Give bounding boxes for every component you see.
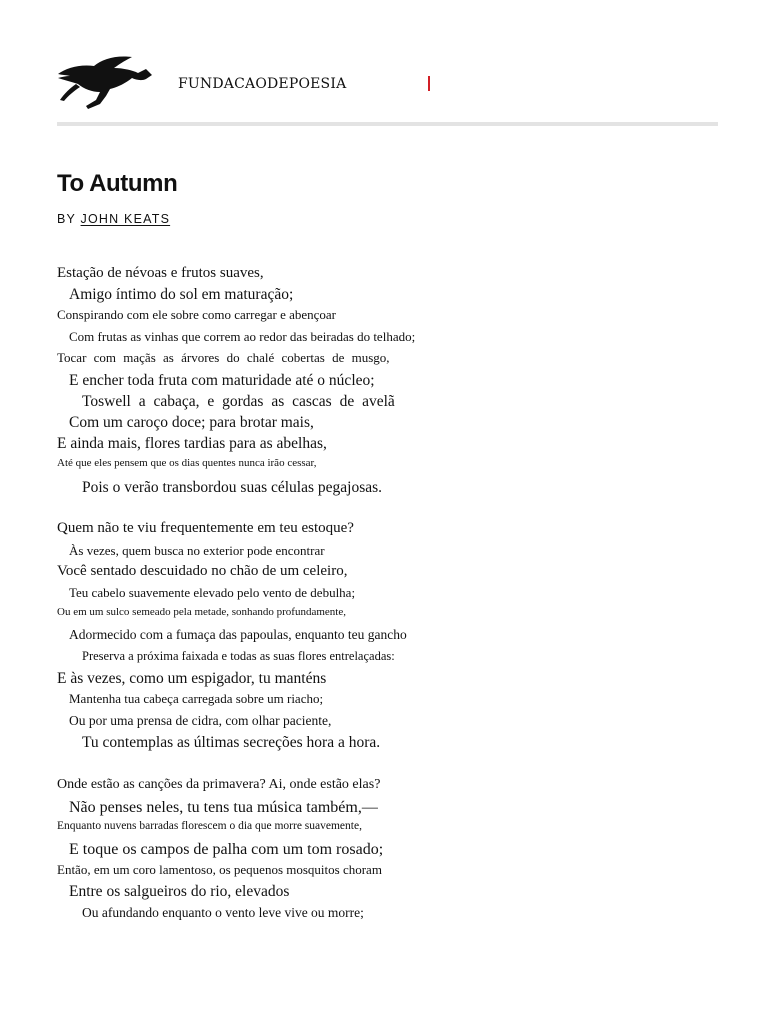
- poem-line: Não penses neles, tu tens tua música também,—: [69, 799, 378, 816]
- poem-line: E ainda mais, flores tardias para as abelhas,: [57, 435, 327, 452]
- header-divider: [57, 122, 718, 126]
- poem-line: Teu cabelo suavemente elevado pelo vento de debulha;: [69, 585, 356, 600]
- poem-line: Mantenha tua cabeça carregada sobre um riacho;: [69, 691, 324, 706]
- poem-line: Adormecido com a fumaça das papoulas, enquanto teu gancho: [69, 627, 407, 642]
- pegasus-logo-icon[interactable]: [56, 54, 154, 112]
- poem-line: Quem não te viu frequentemente em teu estoque?: [57, 520, 354, 536]
- poem-line: Até que eles pensem que os dias quentes nunca irão cessar,: [57, 457, 317, 469]
- poem-line: Amigo íntimo do sol em maturação;: [69, 286, 294, 303]
- poem-line: Onde estão as canções da primavera? Ai, onde estão elas?: [57, 777, 381, 792]
- poem-line: Entre os salgueiros do rio, elevados: [69, 883, 290, 900]
- poem-line: Tocar com maçãs as árvores do chalé cobertas de musgo,: [57, 350, 390, 365]
- poem-line: Às vezes, quem busca no exterior pode encontrar: [69, 543, 325, 558]
- poem-line: Preserva a próxima faixada e todas as suas flores entrelaçadas:: [82, 649, 395, 663]
- poem-line: Toswell a cabaça, e gordas as cascas de avelã: [82, 393, 395, 410]
- site-header: [0, 0, 768, 128]
- poem-line: Estação de névoas e frutos suaves,: [57, 265, 264, 281]
- poem-line: E às vezes, como um espigador, tu manténs: [57, 670, 327, 687]
- poem-line: Ou em um sulco semeado pela metade, sonhando profundamente,: [57, 606, 346, 618]
- poem-line: Com um caroço doce; para brotar mais,: [69, 414, 314, 431]
- author-link[interactable]: JOHN KEATS: [80, 212, 171, 226]
- poem-line: Então, em um coro lamentoso, os pequenos mosquitos choram: [57, 862, 382, 877]
- byline-label: BY: [57, 212, 76, 226]
- poem-line: Ou afundando enquanto o vento leve vive ou morre;: [82, 905, 364, 920]
- poem-line: Pois o verão transbordou suas células pegajosas.: [82, 479, 383, 496]
- byline: [57, 212, 170, 226]
- poem-title: To Autumn: [57, 170, 178, 197]
- brand-name[interactable]: FUNDACAODEPOESIA: [178, 76, 347, 92]
- accent-bar: [428, 76, 430, 91]
- poem-line: Você sentado descuidado no chão de um celeiro,: [57, 563, 348, 579]
- poem-line: Enquanto nuvens barradas florescem o dia que morre suavemente,: [57, 820, 362, 832]
- poem-line: Com frutas as vinhas que correm ao redor das beiradas do telhado;: [69, 329, 416, 344]
- poem-line: Conspirando com ele sobre como carregar e abençoar: [57, 307, 337, 322]
- poem-line: Ou por uma prensa de cidra, com olhar paciente,: [69, 713, 332, 728]
- poem-line: E encher toda fruta com maturidade até o núcleo;: [69, 372, 375, 389]
- poem-line: Tu contemplas as últimas secreções hora a hora.: [82, 734, 381, 751]
- poem-line: E toque os campos de palha com um tom rosado;: [69, 841, 384, 858]
